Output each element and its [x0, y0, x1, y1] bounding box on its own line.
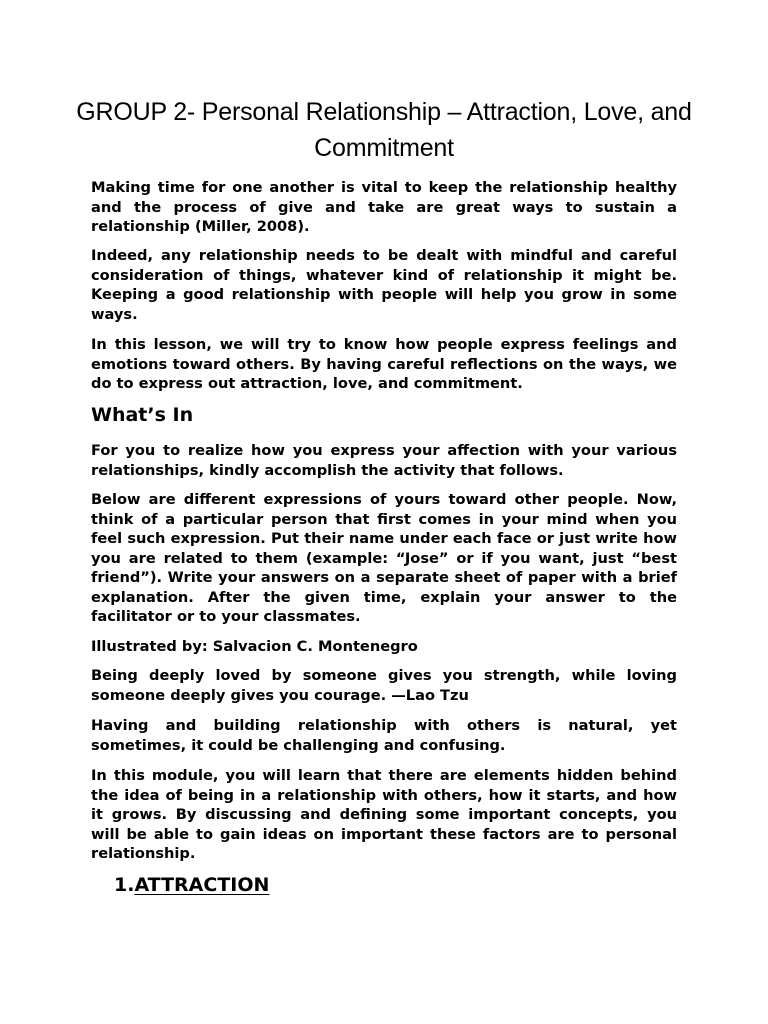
- heading-label: ATTRACTION: [134, 874, 270, 896]
- intro-paragraph: Making time for one another is vital to keep the relationship healthy and the process of give and take are great ways to sustain a relationship (Miller, 2008).: [91, 179, 677, 235]
- activity-instructions-paragraph: Below are different expressions of yours toward other people. Now, think of a particular person that first comes in your mind when you feel such expression. Put their name under each face or just write how you are related to them (example: “Jose” or if you want, just “best friend”). Write your answers on a separate sheet of paper with a brief explanation. After the given time, explain your answer to the facilitator or to your classmates.: [91, 491, 677, 625]
- relationship-paragraph: Indeed, any relationship needs to be dealt with mindful and careful consideration of things, whatever kind of relationship it might be. Keeping a good relationship with people will help you grow in some ways.: [91, 247, 677, 323]
- page-title: GROUP 2- Personal Relationship – Attraction, Love, and Commitment: [76, 98, 692, 162]
- numbered-heading-attraction: [114, 872, 269, 898]
- lesson-paragraph: In this lesson, we will try to know how people express feelings and emotions toward others. By having careful reflections on the ways, we do to express out attraction, love, and commitment.: [91, 336, 677, 392]
- illustrator-credit: Illustrated by: Salvacion C. Montenegro: [91, 638, 418, 655]
- quote-paragraph: Being deeply loved by someone gives you strength, while loving someone deeply gives you courage. —Lao Tzu: [91, 667, 677, 704]
- activity-intro-paragraph: For you to realize how you express your affection with your various relationships, kindly accomplish the activity that follows.: [91, 442, 677, 479]
- section-heading-whats-in: What’s In: [91, 404, 194, 426]
- natural-relationship-paragraph: Having and building relationship with others is natural, yet sometimes, it could be challenging and confusing.: [91, 717, 677, 754]
- heading-number: 1.: [114, 874, 135, 896]
- module-paragraph: In this module, you will learn that there are elements hidden behind the idea of being in a relationship with others, how it starts, and how it grows. By discussing and defining some important concepts, you will be able to gain ideas on important these factors are to personal relationship.: [91, 767, 677, 862]
